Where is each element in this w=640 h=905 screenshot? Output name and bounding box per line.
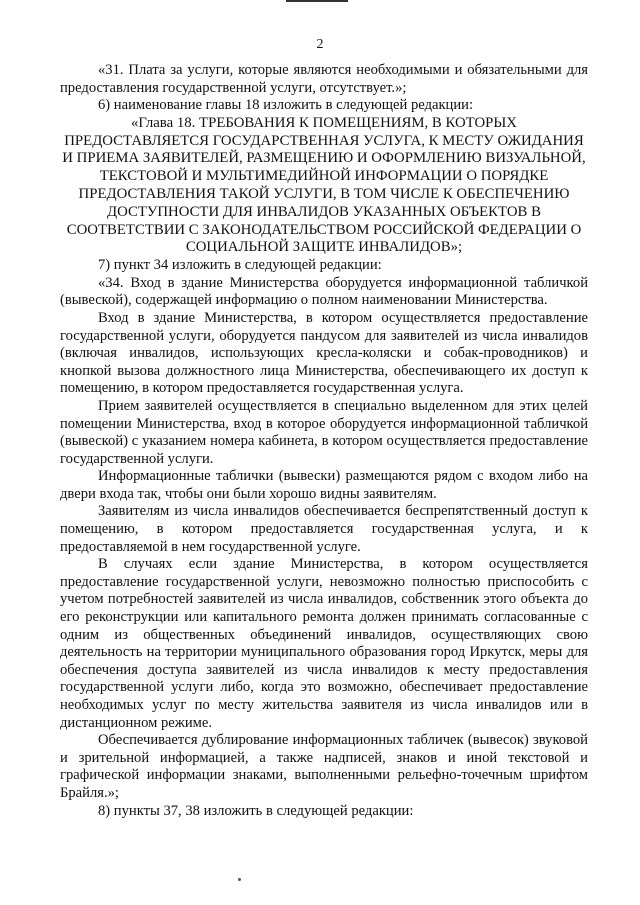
scan-edge-mark xyxy=(286,0,348,2)
paragraph-34: «34. Вход в здание Министерства оборудуется информационной табличкой (вывеской), содержащей информацию о полном наименовании Министерства. xyxy=(60,274,588,309)
amendment-item-8: 8) пункты 37, 38 изложить в следующей редакции: xyxy=(98,802,414,819)
paragraph-braille: Обеспечивается дублирование информационных табличек (вывесок) звуковой и зрительной информацией, а также надписей, знаков и иной текстовой и графической информации знаками, выполненными рельефно-точечным шрифтом Брайля.»; xyxy=(60,732,588,801)
paragraph-31: «31. Плата за услуги, которые являются необходимыми и обязательными для предоставления государственной услуги, отсутствует.»; xyxy=(60,62,588,96)
scan-speck xyxy=(238,878,241,881)
page-number: 2 xyxy=(316,37,324,52)
paragraph-reception-room: Прием заявителей осуществляется в специально выделенном для этих целей помещении Министерства, вход в которое оборудуется информационной табличкой (вывеской) с указанием номера кабинета, в котором осуществляется предоставление государственной услуги. xyxy=(60,397,588,467)
amendment-item-6: 6) наименование главы 18 изложить в следующей редакции: xyxy=(98,97,474,114)
amendment-item-7: 7) пункт 34 изложить в следующей редакции: xyxy=(98,257,382,274)
chapter-18-heading: «Глава 18. ТРЕБОВАНИЯ К ПОМЕЩЕНИЯМ, В КОТОРЫХ ПРЕДОСТАВЛЯЕТСЯ ГОСУДАРСТВЕННАЯ УСЛУГА, К МЕСТУ ОЖИДАНИЯ И ПРИЕМА ЗАЯВИТЕЛЕЙ, РАЗМЕЩЕНИЮ И ОФОРМЛЕНИЮ ВИЗУАЛЬНОЙ, ТЕКСТОВОЙ И МУЛЬТИМЕДИЙНОЙ ИНФОРМАЦИИ О ПОРЯДКЕ ПРЕДОСТАВЛЕНИЯ ТАКОЙ УСЛУГИ, В ТОМ ЧИСЛЕ К ОБЕСПЕЧЕНИЮ ДОСТУПНОСТИ ДЛЯ ИНВАЛИДОВ УКАЗАННЫХ ОБЪЕКТОВ В СООТВЕТСТВИИ С ЗАКОНОДАТЕЛЬСТВОМ РОССИЙСКОЙ ФЕДЕРАЦИИ О СОЦИАЛЬНОЙ ЗАЩИТЕ ИНВАЛИДОВ»; xyxy=(62,114,586,256)
paragraph-adaptation: В случаях если здание Министерства, в котором осуществляется предоставление государственной услуги, невозможно полностью приспособить с учетом потребностей заявителей из числа инвалидов, собственник этого объекта до его реконструкции или капитального ремонта должен принимать согласованные с одним из общественных объединений инвалидов, осуществляющих свою деятельность на территории муниципального образования город Иркутск, меры для обеспечения доступа заявителей из числа инвалидов к месту предоставления государственной услуги либо, когда это возможно, обеспечивает предоставление необходимых услуг по месту жительства заявителя из числа инвалидов или в дистанционном режиме. xyxy=(60,556,588,731)
paragraph-signs: Информационные таблички (вывески) размещаются рядом с входом либо на двери входа так, чтобы они были хорошо видны заявителям. xyxy=(60,468,588,502)
paragraph-entrance-ramp: Вход в здание Министерства, в котором осуществляется предоставление государственной услуги, оборудуется пандусом для заявителей из числа инвалидов (включая инвалидов, использующих кресла-коляски и собак-проводников) и кнопкой вызова должностного лица Министерства, обеспечивающего их доступ к помещению, в котором предоставляется государственная услуга. xyxy=(60,309,588,397)
paragraph-access: Заявителям из числа инвалидов обеспечивается беспрепятственный доступ к помещению, в котором предоставляется государственная услуга, и к предоставляемой в нем государственной услуге. xyxy=(60,503,588,555)
document-body xyxy=(60,62,588,820)
